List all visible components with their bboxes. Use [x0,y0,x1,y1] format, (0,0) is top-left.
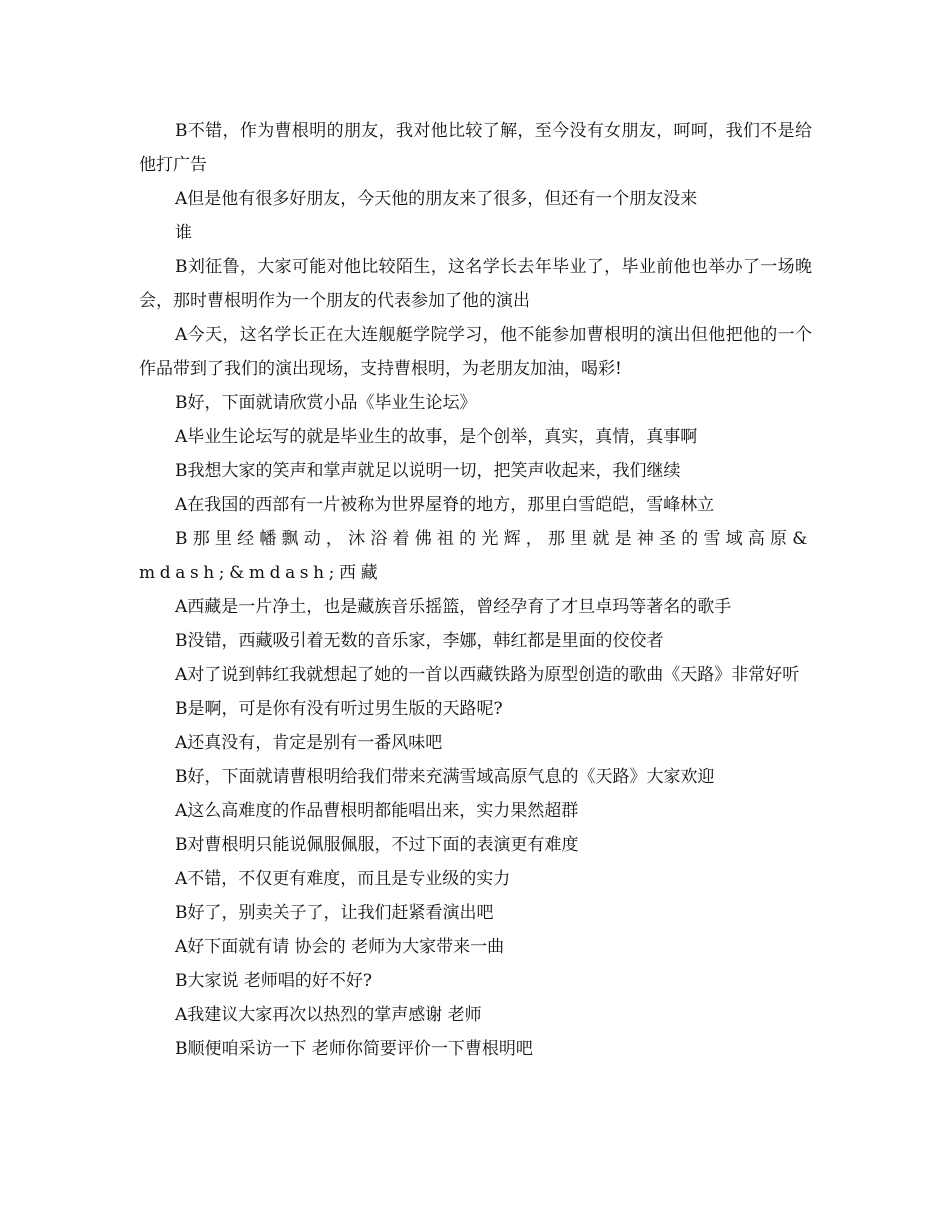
paragraph-7: A毕业生论坛写的就是毕业生的故事，是个创举，真实，真情，真事啊 [175,427,698,447]
paragraph-11: A西藏是一片净土，也是藏族音乐摇篮，曾经孕育了才旦卓玛等著名的歌手 [175,597,732,617]
paragraph-18: B对曹根明只能说佩服佩服，不过下面的表演更有难度 [175,835,579,855]
paragraph-21: A好下面就有请 协会的 老师为大家带来一曲 [175,937,505,957]
document-page [139,114,812,1066]
paragraph-15: A还真没有，肯定是别有一番风味吧 [175,733,443,753]
paragraph-23: A我建议大家再次以热烈的掌声感谢 老师 [175,1005,482,1025]
paragraph-2: A但是他有很多好朋友，今天他的朋友来了很多，但还有一个朋友没来 [175,189,698,209]
paragraph-14: B是啊，可是你有没有听过男生版的天路呢? [175,699,503,719]
paragraph-8: B我想大家的笑声和掌声就足以说明一切，把笑声收起来，我们继续 [175,461,681,481]
paragraph-13: A对了说到韩红我就想起了她的一首以西藏铁路为原型创造的歌曲《天路》非常好听 [175,665,800,685]
paragraph-3: 谁 [175,223,192,243]
paragraph-12: B没错，西藏吸引着无数的音乐家，李娜，韩红都是里面的佼佼者 [175,631,664,651]
paragraph-6: B好，下面就请欣赏小品《毕业生论坛》 [175,393,477,413]
paragraph-9: A在我国的西部有一片被称为世界屋脊的地方，那里白雪皑皑，雪峰林立 [175,495,715,515]
paragraph-22: B大家说 老师唱的好不好? [175,971,373,991]
paragraph-5: A今天，这名学长正在大连舰艇学院学习，他不能参加曹根明的演出但他把他的一个作品带到了我们的演出现场，支持曹根明，为老朋友加油，喝彩! [139,325,812,379]
paragraph-16: B好，下面就请曹根明给我们带来充满雪域高原气息的《天路》大家欢迎 [175,767,715,787]
paragraph-4: B刘征鲁，大家可能对他比较陌生，这名学长去年毕业了，毕业前他也举办了一场晚会，那时曹根明作为一个朋友的代表参加了他的演出 [139,257,812,311]
paragraph-17: A这么高难度的作品曹根明都能唱出来，实力果然超群 [175,801,579,821]
paragraph-1: B不错，作为曹根明的朋友，我对他比较了解，至今没有女朋友，呵呵，我们不是给他打广告 [139,121,812,175]
paragraph-24: B顺便咱采访一下 老师你简要评价一下曹根明吧 [175,1039,533,1059]
paragraph-19: A不错，不仅更有难度，而且是专业级的实力 [175,869,511,889]
paragraph-20: B好了，别卖关子了，让我们赶紧看演出吧 [175,903,494,923]
paragraph-10: B那里经幡飘动，沐浴着佛祖的光辉，那里就是神圣的雪域高原&mdash;&mdash;西藏 [139,529,812,583]
